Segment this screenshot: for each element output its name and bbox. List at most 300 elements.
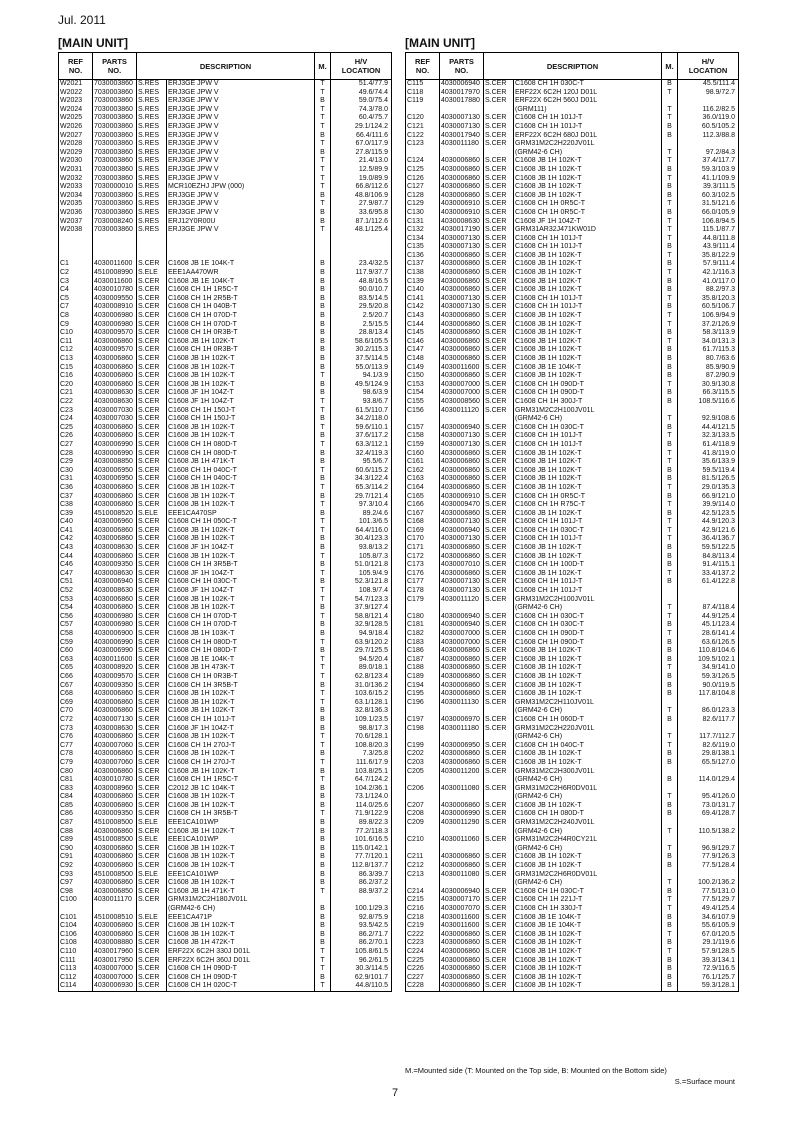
table-row	[406, 810, 739, 819]
part-type-cell: S.CER	[137, 828, 167, 837]
ref-no-cell: C172	[406, 553, 440, 562]
parts-no-cell: 4030017960	[93, 948, 137, 957]
part-type-cell: S.CER	[484, 175, 514, 184]
mounted-side-cell: B	[662, 647, 678, 656]
parts-no-cell: 4030007000	[93, 974, 137, 983]
parts-no-cell: 4030011180	[440, 140, 484, 149]
description-cell: (GRM42-6 CH)	[514, 707, 662, 716]
description-cell: ERF22X 6C2H 360J D01L	[167, 957, 315, 966]
location-cell: 49.6/74.4	[331, 89, 392, 98]
parts-no-cell: 4030011080	[440, 785, 484, 794]
part-type-cell: S.CER	[484, 89, 514, 98]
part-type-cell	[484, 828, 514, 837]
table-row	[59, 733, 392, 742]
location-cell: 57.9/111.4	[678, 260, 739, 269]
mounted-side-cell: T	[315, 690, 331, 699]
mounted-side-cell: T	[315, 80, 331, 89]
ref-no-cell	[406, 415, 440, 424]
location-cell: 44.8/110.5	[331, 982, 392, 991]
mounted-side-cell: B	[662, 286, 678, 295]
mounted-side-cell: B	[662, 716, 678, 725]
ref-no-cell: C63	[59, 656, 93, 665]
ref-no-cell: C68	[59, 690, 93, 699]
document-date: Jul. 2011	[58, 13, 106, 27]
parts-no-cell: 4030008630	[93, 389, 137, 398]
ref-no-cell: C208	[406, 810, 440, 819]
ref-no-cell: C46	[59, 561, 93, 570]
location-cell: 36.0/119.0	[678, 114, 739, 123]
part-type-cell: S.CER	[137, 664, 167, 673]
table-row	[59, 80, 392, 89]
description-cell: C1608 JB 1H 102K-T	[167, 372, 315, 381]
location-cell: 77.2/118.3	[331, 828, 392, 837]
parts-no-cell: 4030006950	[93, 467, 137, 476]
table-row	[59, 269, 392, 278]
part-type-cell: S.CER	[137, 716, 167, 725]
location-cell: 59.3/103.9	[678, 166, 739, 175]
location-cell: 98.9/72.7	[678, 89, 739, 98]
ref-no-cell	[406, 733, 440, 742]
ref-no-cell: C165	[406, 493, 440, 502]
description-cell: C1608 JB 1H 102K-T	[514, 338, 662, 347]
table-row	[406, 192, 739, 201]
description-cell: C1608 CH 1H 040C-T	[514, 742, 662, 751]
location-cell: 73.1/124.0	[331, 793, 392, 802]
parts-no-cell: 4030006860	[440, 157, 484, 166]
mounted-side-cell: B	[315, 303, 331, 312]
location-cell: 45.1/123.4	[678, 621, 739, 630]
part-type-cell: S.CER	[137, 493, 167, 502]
ref-no-cell: C38	[59, 501, 93, 510]
table-row	[406, 716, 739, 725]
mounted-side-cell: T	[662, 381, 678, 390]
parts-no-cell: 4030006860	[440, 510, 484, 519]
description-cell: C1608 CH 1H 101J-T	[514, 535, 662, 544]
description-cell: EEE1CA471P	[167, 914, 315, 923]
table-row	[59, 630, 392, 639]
parts-no-cell: 7030003860	[93, 200, 137, 209]
part-type-cell: S.RES	[137, 149, 167, 158]
parts-no-cell: 4030006950	[440, 742, 484, 751]
ref-no-cell: C153	[406, 381, 440, 390]
part-type-cell: S.CER	[484, 699, 514, 708]
ref-no-cell: C20	[59, 381, 93, 390]
table-row	[59, 235, 392, 244]
ref-no-cell: C202	[406, 750, 440, 759]
part-type-cell: S.CER	[137, 278, 167, 287]
description-cell: (GRM42-6 CH)	[514, 879, 662, 888]
table-row	[59, 372, 392, 381]
table-row	[406, 664, 739, 673]
part-type-cell: S.CER	[137, 544, 167, 553]
part-type-cell: S.CER	[137, 630, 167, 639]
mounted-side-cell: B	[662, 192, 678, 201]
part-type-cell: S.CER	[137, 432, 167, 441]
location-cell: 98.6/3.9	[331, 389, 392, 398]
table-row	[406, 450, 739, 459]
description-cell: C1608 JB 1H 102K-T	[167, 922, 315, 931]
mounted-side-cell: T	[315, 398, 331, 407]
location-cell: 55.6/105.9	[678, 922, 739, 931]
description-cell: C1608 CH 1H 040C-T	[167, 475, 315, 484]
table-row	[59, 364, 392, 373]
parts-no-cell: 7030003860	[93, 166, 137, 175]
table-row	[59, 260, 392, 269]
location-cell: 62.9/101.7	[331, 974, 392, 983]
table-row	[59, 845, 392, 854]
parts-no-cell: 4030011600	[440, 364, 484, 373]
description-cell: C1608 JB 1H 102K-T	[514, 458, 662, 467]
mounted-side-cell: B	[315, 802, 331, 811]
location-cell: 80.7/63.6	[678, 355, 739, 364]
ref-no-cell: C10	[59, 329, 93, 338]
parts-no-cell: 4030007130	[440, 441, 484, 450]
ref-no-cell: C53	[59, 596, 93, 605]
parts-no-cell: 4030007000	[440, 639, 484, 648]
ref-no-cell: C177	[406, 578, 440, 587]
parts-no-header: PARTS NO.	[93, 53, 137, 80]
part-type-cell: S.RES	[137, 166, 167, 175]
parts-no-cell: 4030007170	[440, 896, 484, 905]
part-type-cell: S.CER	[137, 896, 167, 905]
parts-no-cell: 4030006860	[440, 750, 484, 759]
mounted-side-cell: T	[662, 321, 678, 330]
description-cell: C1608 CH 1H 040B-T	[167, 303, 315, 312]
location-cell: 114.0/25.6	[331, 802, 392, 811]
table-row	[59, 776, 392, 785]
part-type-cell	[137, 243, 167, 252]
description-cell: C1608 JB 1H 102K-T	[514, 759, 662, 768]
mounted-side-cell: T	[662, 200, 678, 209]
part-type-cell: S.CER	[484, 716, 514, 725]
description-cell: C1608 CH 1H 1R5C-T	[167, 286, 315, 295]
table-row	[406, 157, 739, 166]
mounted-side-cell: T	[662, 613, 678, 622]
description-cell: GRM31M2C2H100JV01L	[514, 407, 662, 416]
part-type-cell: S.CER	[137, 389, 167, 398]
location-cell: 37.2/126.9	[678, 321, 739, 330]
description-cell: GRM31M2C2H220JV01L	[514, 140, 662, 149]
table-row	[59, 303, 392, 312]
mounted-side-cell: T	[662, 432, 678, 441]
location-cell: 112.8/137.7	[331, 862, 392, 871]
ref-no-cell	[406, 776, 440, 785]
mounted-side-cell: B	[662, 441, 678, 450]
mounted-side-cell: T	[662, 828, 678, 837]
description-cell: C1608 JB 1H 102K-T	[167, 424, 315, 433]
table-row	[59, 922, 392, 931]
table-row	[59, 209, 392, 218]
ref-no-cell: C173	[406, 561, 440, 570]
description-cell: C1608 CH 1H 030C-T	[167, 578, 315, 587]
location-cell: 94.1/3.9	[331, 372, 392, 381]
ref-no-cell: C134	[406, 235, 440, 244]
table-row	[406, 97, 739, 106]
part-type-cell: S.CER	[484, 957, 514, 966]
part-type-cell: S.CER	[484, 965, 514, 974]
mounted-side-cell: T	[662, 89, 678, 98]
location-cell: 29.1/119.6	[678, 939, 739, 948]
ref-no-header: REF NO.	[406, 53, 440, 80]
location-cell: 36.4/136.7	[678, 535, 739, 544]
parts-no-cell: 4030006860	[440, 450, 484, 459]
ref-no-cell: C228	[406, 982, 440, 991]
ref-no-cell: C155	[406, 398, 440, 407]
part-type-cell: S.CER	[137, 802, 167, 811]
ref-no-cell: C214	[406, 888, 440, 897]
part-type-cell: S.CER	[137, 260, 167, 269]
description-cell: C1608 JB 1H 102K-T	[514, 192, 662, 201]
description-cell: C1608 CH 1H 080D-T	[167, 647, 315, 656]
location-cell: 39.9/114.0	[678, 501, 739, 510]
table-row	[406, 836, 739, 845]
part-type-cell: S.CER	[137, 527, 167, 536]
parts-no-cell: 4030006860	[440, 355, 484, 364]
part-type-cell: S.CER	[137, 974, 167, 983]
table-row	[59, 742, 392, 751]
location-cell	[678, 725, 739, 734]
ref-no-cell: C77	[59, 742, 93, 751]
part-type-cell: S.CER	[484, 982, 514, 991]
description-cell: C1608 JB 1H 471K-T	[167, 458, 315, 467]
description-cell: C1608 CH 1H 090D-T	[514, 389, 662, 398]
description-cell	[167, 252, 315, 261]
location-cell: 34.3/122.4	[331, 475, 392, 484]
part-type-cell: S.CER	[484, 948, 514, 957]
parts-no-cell: 4030006860	[440, 269, 484, 278]
parts-no-cell: 4030009570	[93, 346, 137, 355]
parts-no-cell: 4030006910	[440, 200, 484, 209]
parts-no-cell: 4030006860	[93, 879, 137, 888]
table-row	[59, 132, 392, 141]
ref-no-cell: C188	[406, 664, 440, 673]
description-cell: ERJ3GE JPW V	[167, 123, 315, 132]
location-cell: 66.9/121.0	[678, 493, 739, 502]
parts-no-cell: 4030006940	[440, 424, 484, 433]
location-cell	[678, 785, 739, 794]
ref-no-cell: C182	[406, 630, 440, 639]
parts-no-cell	[440, 776, 484, 785]
location-cell: 63.6/126.5	[678, 639, 739, 648]
part-type-cell: S.CER	[137, 810, 167, 819]
parts-no-cell: 4030006940	[440, 527, 484, 536]
table-row	[59, 192, 392, 201]
location-cell: 66.8/112.6	[331, 183, 392, 192]
part-type-cell: S.CER	[484, 243, 514, 252]
location-cell: 62.8/123.4	[331, 673, 392, 682]
location-cell: 66.4/111.6	[331, 132, 392, 141]
parts-no-cell: 4030007000	[440, 381, 484, 390]
description-cell: C1608 CH 1H 0R3B-T	[167, 329, 315, 338]
location-cell: 97.2/84.3	[678, 149, 739, 158]
part-type-cell: S.CER	[484, 278, 514, 287]
ref-no-cell: C28	[59, 450, 93, 459]
part-type-cell	[484, 733, 514, 742]
table-row	[406, 896, 739, 905]
ref-no-cell: W2024	[59, 106, 93, 115]
part-type-cell: S.CER	[137, 785, 167, 794]
ref-no-cell: C226	[406, 965, 440, 974]
description-cell: C1608 JB 1H 102K-T	[167, 879, 315, 888]
location-cell: 92.8/75.9	[331, 914, 392, 923]
mounted-side-cell: T	[662, 106, 678, 115]
mounted-side-cell	[662, 871, 678, 880]
table-row	[59, 750, 392, 759]
location-cell: 52.3/121.8	[331, 578, 392, 587]
part-type-cell: S.CER	[484, 931, 514, 940]
part-type-cell: S.CER	[484, 785, 514, 794]
parts-no-cell: 4030006970	[440, 716, 484, 725]
parts-no-cell: 4030006860	[440, 286, 484, 295]
ref-no-cell	[406, 106, 440, 115]
mounted-side-cell	[662, 407, 678, 416]
parts-no-cell: 4030007000	[440, 389, 484, 398]
description-cell: C2012 JB 1C 104K-T	[167, 785, 315, 794]
location-cell	[331, 243, 392, 252]
ref-no-cell: W2028	[59, 140, 93, 149]
ref-no-cell: C58	[59, 630, 93, 639]
location-cell: 58.8/121.4	[331, 613, 392, 622]
ref-no-cell: C122	[406, 132, 440, 141]
mounted-side-cell: B	[662, 132, 678, 141]
description-cell: C1608 JB 1H 102K-T	[514, 965, 662, 974]
mounted-side-cell: T	[662, 415, 678, 424]
description-cell: C1608 JB 1H 102K-T	[514, 656, 662, 665]
ref-no-cell: C70	[59, 707, 93, 716]
part-type-cell: S.CER	[484, 467, 514, 476]
parts-no-cell: 4030006990	[93, 639, 137, 648]
location-cell: 97.3/10.4	[331, 501, 392, 510]
parts-no-cell: 7030003860	[93, 132, 137, 141]
description-cell: C1608 CH 1H 070D-T	[167, 613, 315, 622]
mounted-side-cell	[315, 243, 331, 252]
mounted-side-cell: B	[662, 278, 678, 287]
description-cell: C1608 JB 1E 104K-T	[514, 914, 662, 923]
mounted-side-cell: B	[315, 544, 331, 553]
location-cell: 60.5/106.7	[678, 303, 739, 312]
part-type-cell	[484, 106, 514, 115]
part-type-cell: S.CER	[484, 561, 514, 570]
parts-no-cell: 4030007130	[440, 432, 484, 441]
part-type-cell	[484, 604, 514, 613]
parts-no-cell: 4030011120	[440, 596, 484, 605]
location-cell	[678, 587, 739, 596]
mounted-side-cell: T	[315, 810, 331, 819]
part-type-cell: S.CER	[484, 484, 514, 493]
table-row	[59, 759, 392, 768]
table-row	[59, 673, 392, 682]
ref-no-cell: C37	[59, 493, 93, 502]
ref-no-cell: C207	[406, 802, 440, 811]
mounted-side-cell: B	[662, 398, 678, 407]
part-type-cell: S.CER	[484, 819, 514, 828]
table-row	[406, 871, 739, 880]
description-cell: C1608 CH 1H 150J-T	[167, 407, 315, 416]
mounted-side-cell: T	[662, 630, 678, 639]
description-cell: C1608 CH 1H 020C-T	[167, 982, 315, 991]
mounted-side-cell	[662, 725, 678, 734]
table-row	[406, 561, 739, 570]
description-cell: C1608 JB 1H 102K-T	[514, 484, 662, 493]
mounted-side-cell	[315, 235, 331, 244]
ref-no-cell	[59, 905, 93, 914]
location-cell: 29.8/138.1	[678, 750, 739, 759]
ref-no-cell: C127	[406, 183, 440, 192]
parts-no-cell: 4030007030	[93, 415, 137, 424]
location-cell: 117.7/112.7	[678, 733, 739, 742]
parts-no-cell: 4030007070	[440, 905, 484, 914]
part-type-cell: S.CER	[137, 346, 167, 355]
page-number: 7	[392, 1087, 399, 1099]
ref-no-cell: C57	[59, 621, 93, 630]
part-type-cell: S.CER	[137, 355, 167, 364]
right-parts-table	[405, 52, 739, 992]
ref-no-cell: C166	[406, 501, 440, 510]
description-cell: ERJ3GE JPW V	[167, 200, 315, 209]
ref-no-cell: C1	[59, 260, 93, 269]
location-cell: 49.5/124.9	[331, 381, 392, 390]
ref-no-cell: C110	[59, 948, 93, 957]
parts-no-cell	[93, 243, 137, 252]
location-cell: 27.8/115.9	[331, 149, 392, 158]
location-cell	[678, 596, 739, 605]
part-type-cell: S.RES	[137, 183, 167, 192]
table-row	[406, 776, 739, 785]
part-type-cell: S.CER	[137, 596, 167, 605]
part-type-cell: S.CER	[484, 647, 514, 656]
part-type-cell: S.CER	[484, 381, 514, 390]
table-row	[59, 656, 392, 665]
part-type-cell: S.CER	[484, 97, 514, 106]
mounted-side-cell: T	[662, 604, 678, 613]
parts-no-cell: 4030008920	[93, 664, 137, 673]
table-row	[59, 553, 392, 562]
table-row	[406, 613, 739, 622]
ref-no-cell: C130	[406, 209, 440, 218]
parts-no-cell: 4030011290	[440, 819, 484, 828]
table-row	[406, 948, 739, 957]
location-cell: 71.9/122.9	[331, 810, 392, 819]
parts-no-cell: 4030007060	[93, 742, 137, 751]
parts-no-cell: 4030006990	[93, 441, 137, 450]
part-type-cell: S.CER	[137, 759, 167, 768]
mounted-side-cell: T	[315, 733, 331, 742]
table-row	[59, 862, 392, 871]
table-row	[406, 853, 739, 862]
part-type-cell: S.CER	[137, 415, 167, 424]
table-row	[59, 578, 392, 587]
location-cell: 63.1/128.1	[331, 699, 392, 708]
parts-no-cell: 4030006860	[93, 931, 137, 940]
description-cell: (GRM42-6 CH)	[514, 733, 662, 742]
parts-no-cell: 4030011180	[440, 725, 484, 734]
description-cell: C1608 CH 1H 060D-T	[514, 716, 662, 725]
description-cell: C1608 JB 1H 102K-T	[167, 604, 315, 613]
description-cell: C1608 JB 1H 102K-T	[514, 269, 662, 278]
ref-no-cell: W2033	[59, 183, 93, 192]
ref-no-cell: C86	[59, 810, 93, 819]
part-type-cell: S.CER	[484, 398, 514, 407]
table-row	[406, 862, 739, 871]
part-type-cell: S.CER	[484, 578, 514, 587]
parts-no-cell: 4030007130	[440, 243, 484, 252]
mounted-side-cell: T	[315, 518, 331, 527]
parts-no-cell: 4030011080	[440, 871, 484, 880]
table-row	[406, 89, 739, 98]
parts-no-cell: 4030006860	[440, 974, 484, 983]
mounted-side-cell: B	[662, 862, 678, 871]
part-type-cell: S.CER	[484, 570, 514, 579]
